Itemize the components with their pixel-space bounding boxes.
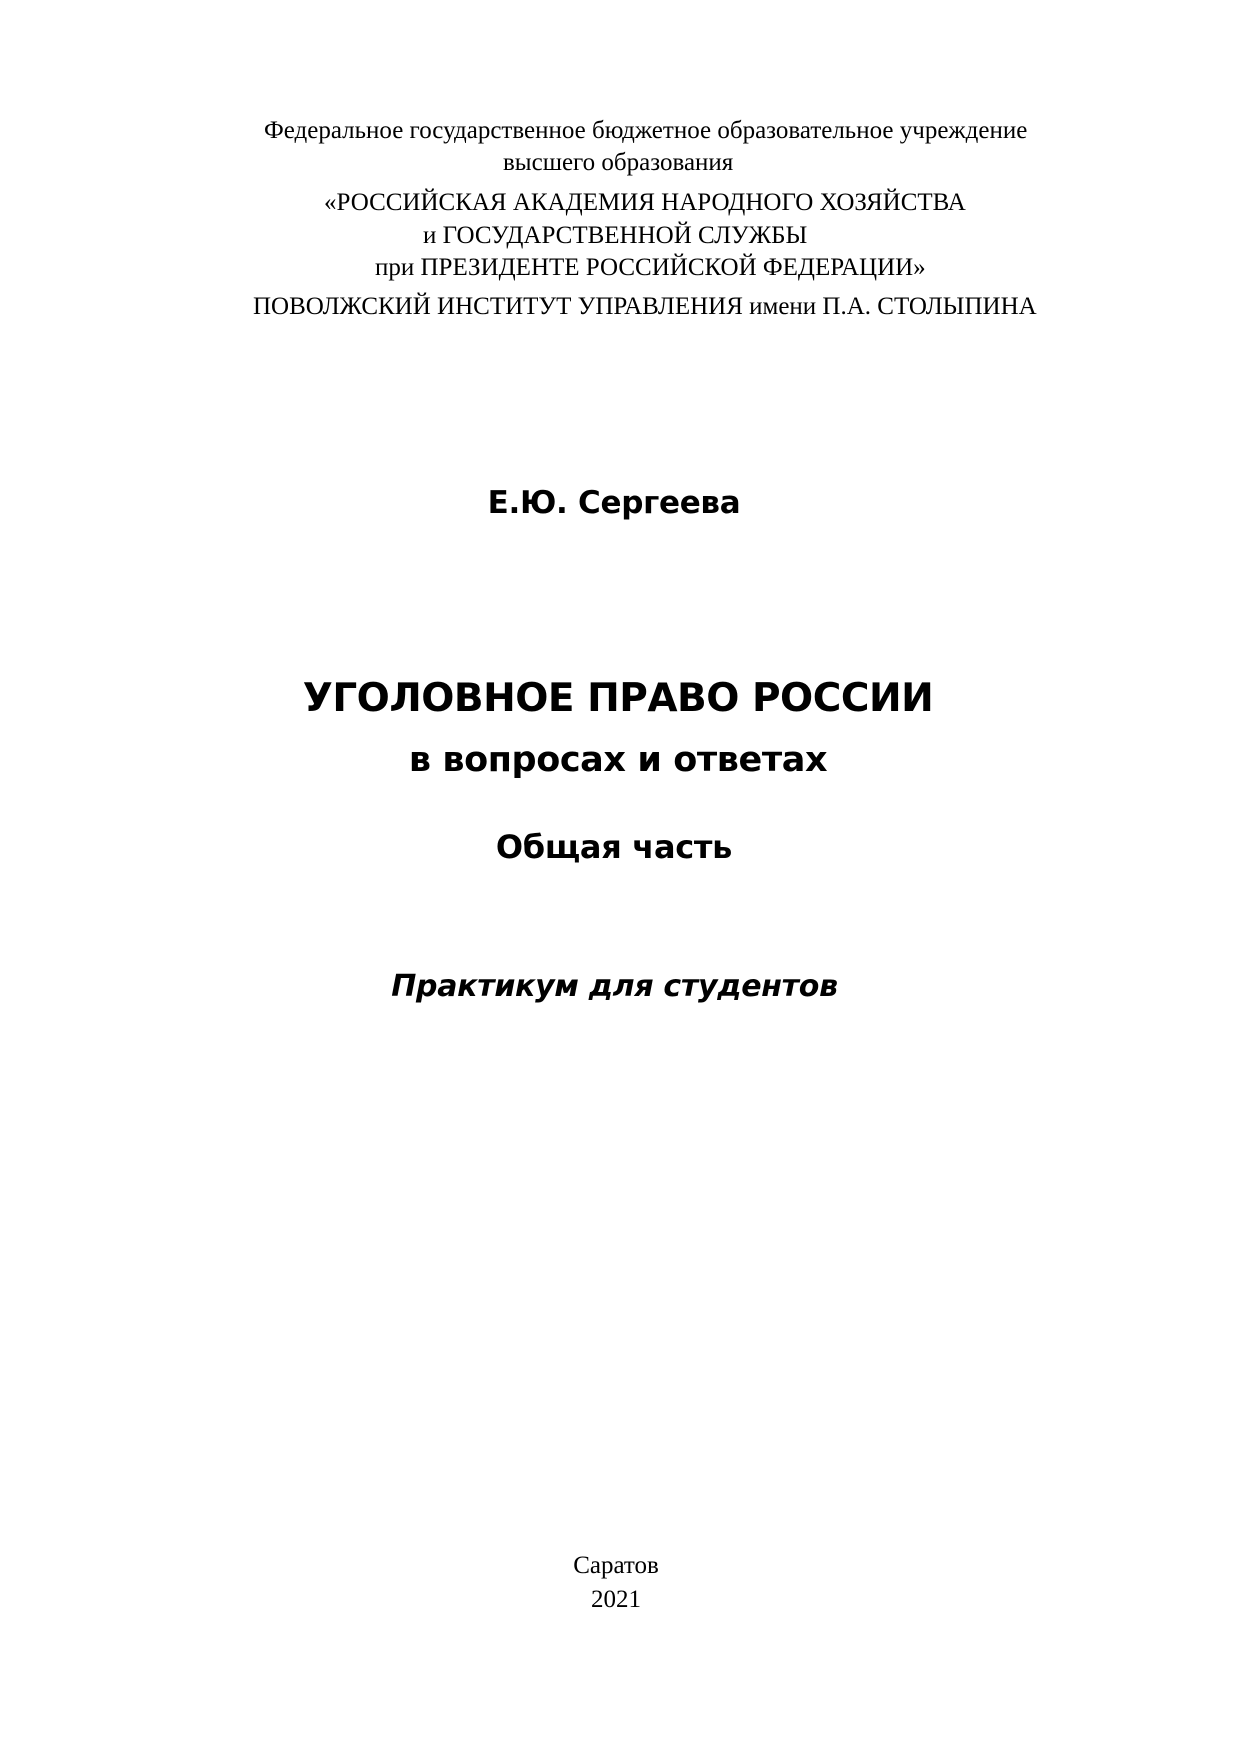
book-title: УГОЛОВНОЕ ПРАВО РОССИИ <box>302 676 934 721</box>
header-line-education-level: высшего образования <box>503 149 734 176</box>
author-name: Е.Ю. Сергеева <box>487 485 741 521</box>
header-line-academy-name-1: «РОССИЙСКАЯ АКАДЕМИЯ НАРОДНОГО ХОЗЯЙСТВА <box>324 189 966 216</box>
book-part: Общая часть <box>495 828 733 866</box>
header-line-institute-name: ПОВОЛЖСКИЙ ИНСТИТУТ УПРАВЛЕНИЯ имени П.А. СТОЛЫПИНА <box>253 293 1037 320</box>
header-line-academy-name-2: и ГОСУДАРСТВЕННОЙ СЛУЖБЫ <box>423 222 808 249</box>
book-subtitle: в вопросах и ответах <box>408 740 828 780</box>
book-genre: Практикум для студентов <box>391 969 838 1004</box>
imprint-year: 2021 <box>591 1586 641 1613</box>
imprint-city: Саратов <box>573 1552 659 1579</box>
header-line-academy-name-3: при ПРЕЗИДЕНТЕ РОССИЙСКОЙ ФЕДЕРАЦИИ» <box>375 254 926 281</box>
header-line-institution-type: Федеральное государственное бюджетное образовательное учреждение <box>264 117 1028 144</box>
